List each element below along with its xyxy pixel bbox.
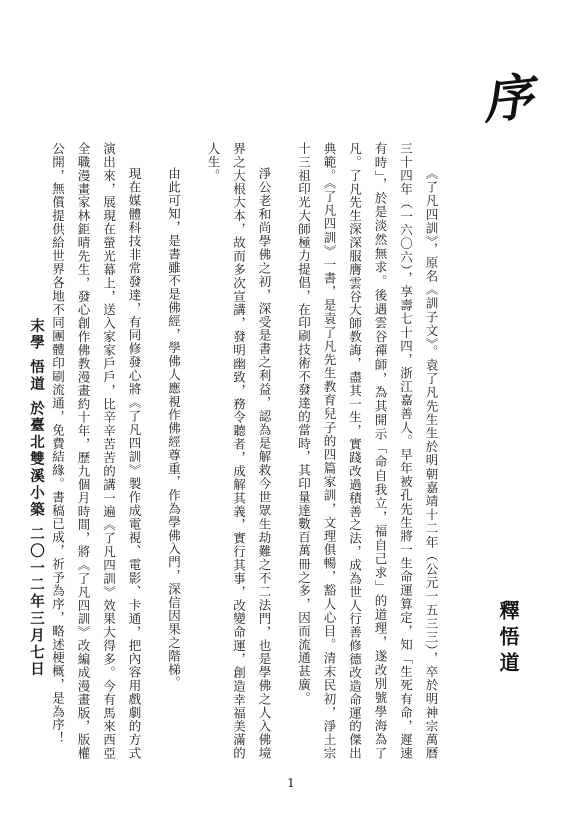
preface-body xyxy=(45,142,444,760)
signature-line: 末學 悟道 於臺北雙溪小築 二〇一二年三月七日 xyxy=(28,318,45,679)
paragraph-conclusion: 由此可知，是書雖不是佛經，學佛人應視作佛經尊重，作為學佛入門，深信因果之階梯。 xyxy=(166,167,182,690)
preface-title: 序 xyxy=(480,66,536,131)
paragraph-master-jinkong: 淨公老和尚學佛之初，深受是書之利益，認為是解救今世眾生劫難之不二法門，也是學佛之人入佛境界之大根大本，故而多次宣講，發明幽致，務令聽者，成解其義，實行其事，改變命運，創造幸福美滿的人生。 xyxy=(206,142,272,760)
paragraph-origin: 《了凡四訓》，原名《訓子文》。袁了凡先生生於明朝嘉靖十二年（公元一五三三），卒於明神宗萬曆三十四年（一六〇六），享壽七十四，浙江嘉善人。早年被孔先生將一生命運算定，知「生死有命，遲速有時」，於是淡然無求。後遇雲谷禪師，為其開示「命自我立，福自己求」的道理，遂改別號學海為了凡。了凡先生深深服膺雲谷大師教誨，盡其一生，實踐改過積善之法，成為世人行善修德改造命運的傑出典範。《了凡四訓》一書，是袁了凡先生教育兒子的四篇家訓，文理俱暢，豁人心目。清末民初，淨土宗十三祖印光大師極力提倡，在印刷技術不發達的當時，其印量達數百萬冊之多，因而流通甚廣。 xyxy=(296,142,439,760)
author-name: 釋悟道 xyxy=(496,600,520,678)
paragraph-comic-adaptation: 現在媒體科技非常發達，有同修發心將《了凡四訓》製作成電視、電影、卡通，把內容用戲劇的方式演出來，展現在螢光幕上，送入家家戶戶，比辛辛苦苦的講一遍《了凡四訓》效果大得多。今有馬來西亞全職漫畫家林鉅晴先生，發心創作佛教漫畫約十年，歷九個月時間，將《了凡四訓》改編成漫畫版，版權公開，無償提供給世界各地不同團體印刷流通，免費結緣。書稿已成，祈予為序，略述梗概，是為序！ xyxy=(50,142,142,760)
page-number: 1 xyxy=(287,776,295,790)
